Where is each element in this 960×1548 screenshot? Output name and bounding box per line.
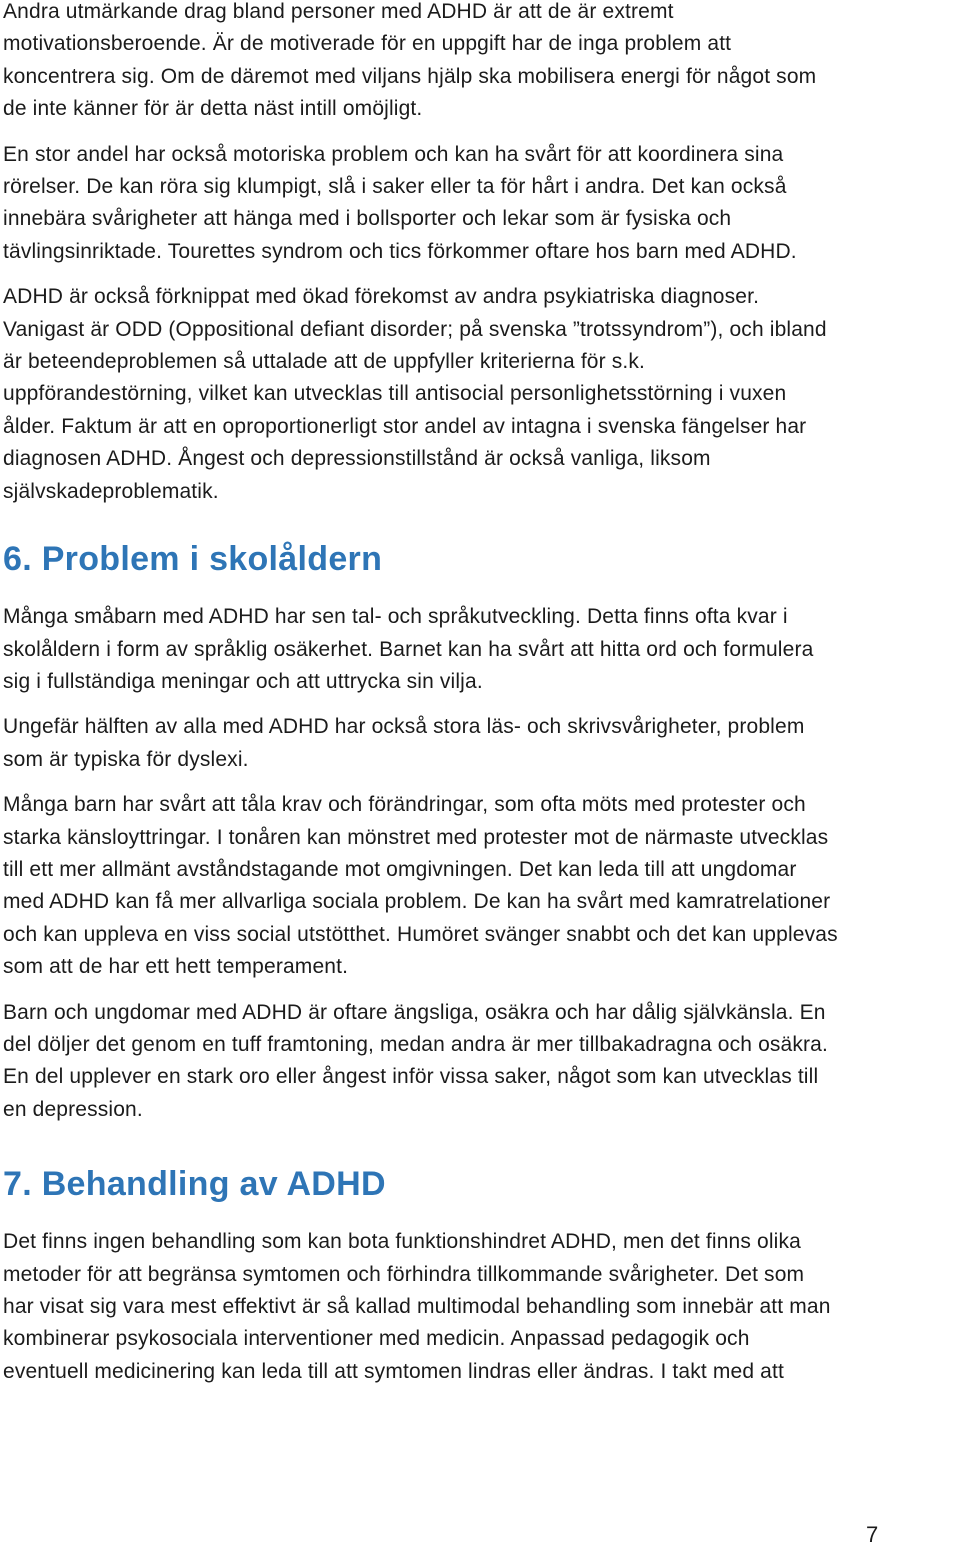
paragraph-treatment: Det finns ingen behandling som kan bota funktionshindret ADHD, men det finns olika metoder för att begränsa symtomen och förhindra tillkommande svårigheter. Det som har visat sig vara mest effektivt är så kallad multimodal behandling som innebär att man kombinerar psykosociala interventioner med medicin. Anpassad pedagogik och eventuell medicinering kan leda till att symtomen lindras eller ändras. I takt med att bbox=[3, 1230, 831, 1383]
section-heading-treatment: 7. Behandling av ADHD bbox=[3, 1165, 386, 1204]
paragraph-comorbidity: ADHD är också förknippat med ökad förekomst av andra psykiatriska diagnoser. Vanigast är ODD (Oppositional defiant disorder; på svenska ”trotssyndrom”), och ibland är beteendeproblemen så uttalade att de uppfyller kriterierna för s.k. uppförandestörning, vilket kan utvecklas till antisocial personlighetsstörning i vuxen ålder. Faktum är att en oproportionerligt stor andel av intagna i svenska fängelser har diagnosen ADHD. Ångest och depressionstillstånd är också vanliga, liksom självskadeproblematik. bbox=[3, 285, 827, 503]
section-heading-school-age: 6. Problem i skolåldern bbox=[3, 540, 383, 579]
paragraph-social-problems: Många barn har svårt att tåla krav och förändringar, som ofta möts med protester och starka känsloyttringar. I tonåren kan mönstret med protester mot de närmaste utvecklas till ett mer allmänt avståndstagande mot omgivningen. Det kan leda till att ungdomar med ADHD kan få mer allvarliga sociala problem. De kan ha svårt med kamratrelationer och kan uppleva en viss social utstötthet. Humöret svänger snabbt och det kan upplevas som att de har ett hett temperament. bbox=[3, 793, 838, 979]
page-number: 7 bbox=[866, 1522, 879, 1547]
paragraph-language-development: Många småbarn med ADHD har sen tal- och språkutveckling. Detta finns ofta kvar i skolåldern i form av språklig osäkerhet. Barnet kan ha svårt att hitta ord och formulera sig i fullständiga meningar och att uttrycka sin vilja. bbox=[3, 605, 814, 693]
paragraph-motor-problems: En stor andel har också motoriska problem och kan ha svårt för att koordinera sina rörelser. De kan röra sig klumpigt, slå i saker eller ta för hårt i andra. Det kan också innebära svårigheter att hänga med i bollsporter och lekar som är fysiska och tävlingsinriktade. Tourettes syndrom och tics förkommer oftare hos barn med ADHD. bbox=[3, 142, 797, 263]
paragraph-motivation: Andra utmärkande drag bland personer med ADHD är att de är extremt motivationsberoende. Är de motiverade för en uppgift har de inga problem att koncentrera sig. Om de däremot med viljans hjälp ska mobilisera energi för något som de inte känner för är detta näst intill omöjligt. bbox=[3, 0, 817, 121]
paragraph-dyslexia: Ungefär hälften av alla med ADHD har också stora läs- och skrivsvårigheter, problem som är typiska för dyslexi. bbox=[3, 715, 805, 771]
document-body bbox=[3, 0, 958, 1388]
paragraph-self-esteem: Barn och ungdomar med ADHD är oftare ängsliga, osäkra och har dålig självkänsla. En del döljer det genom en tuff framtoning, medan andra är mer tillbakadragna och osäkra. En del upplever en stark oro eller ångest inför vissa saker, något som kan utvecklas till en depression. bbox=[3, 1000, 828, 1121]
